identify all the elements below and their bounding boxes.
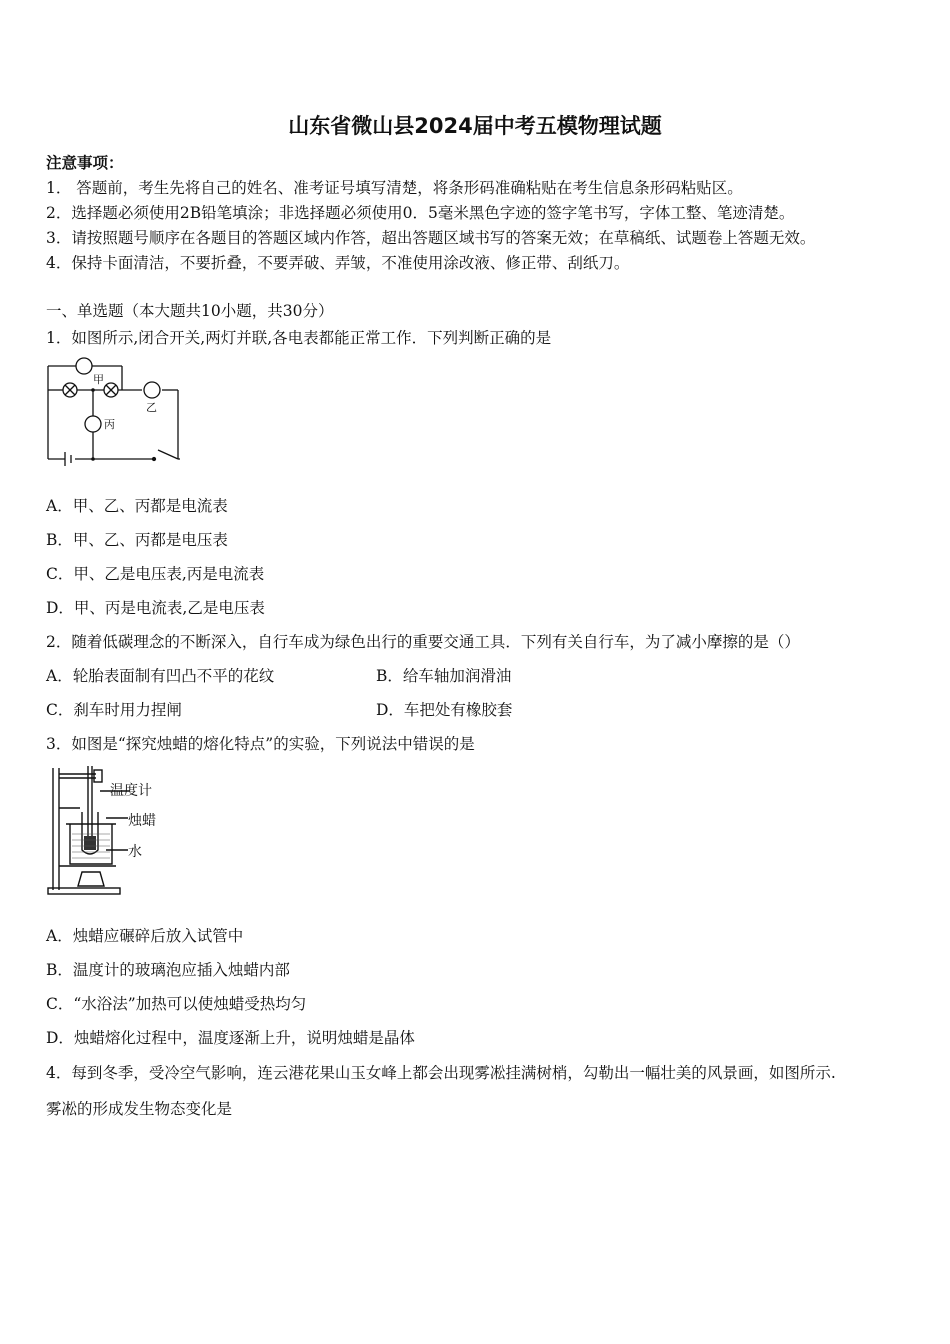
page-title: 山东省微山县2024届中考五模物理试题 — [288, 114, 662, 138]
option-1b[interactable]: B．甲、乙、丙都是电压表 — [46, 531, 228, 549]
option-3c[interactable]: C．“水浴法”加热可以使烛蜡受热均匀 — [46, 995, 307, 1013]
question-4-stem-cont: 雾凇的形成发生物态变化是 — [46, 1100, 233, 1118]
option-2a[interactable]: A．轮胎表面制有凹凸不平的花纹 — [46, 667, 275, 685]
notice-item: 1． 答题前，考生先将自己的姓名、准考证号填写清楚，将条形码准确粘贴在考生信息条形码粘贴区。 — [46, 179, 743, 197]
option-2d[interactable]: D．车把处有橡胶套 — [376, 701, 513, 719]
option-3d[interactable]: D．烛蜡熔化过程中，温度逐渐上升，说明烛蜡是晶体 — [46, 1029, 415, 1047]
notice-item: 2．选择题必须使用2B铅笔填涂；非选择题必须使用0．5毫米黑色字迹的签字笔书写，字体工整、笔迹清楚。 — [46, 204, 795, 222]
option-2b[interactable]: B．给车轴加润滑油 — [376, 667, 512, 685]
question-4-stem: 4．每到冬季，受冷空气影响，连云港花果山玉女峰上都会出现雾凇挂满树梢，勾勒出一幅壮美的风景画，如图所示. — [46, 1064, 836, 1082]
option-1c[interactable]: C．甲、乙是电压表,丙是电流表 — [46, 565, 265, 583]
label-water: 水 — [128, 844, 142, 860]
option-3a[interactable]: A．烛蜡应碾碎后放入试管中 — [46, 927, 244, 945]
meter-label-bing: 丙 — [104, 418, 115, 431]
option-2c[interactable]: C．刹车时用力捏闸 — [46, 701, 182, 719]
notice-item: 4．保持卡面清洁，不要折叠，不要弄破、弄皱，不准使用涂改液、修正带、刮纸刀。 — [46, 254, 630, 272]
option-1d[interactable]: D．甲、丙是电流表,乙是电压表 — [46, 599, 265, 617]
circuit-diagram — [40, 352, 190, 467]
meter-label-yi: 乙 — [146, 401, 157, 414]
notice-item: 3．请按照题号顺序在各题目的答题区域内作答，超出答题区域书写的答案无效；在草稿纸、试题卷上答题无效。 — [46, 229, 816, 247]
option-3b[interactable]: B．温度计的玻璃泡应插入烛蜡内部 — [46, 961, 290, 979]
meter-label-jia: 甲 — [93, 373, 104, 386]
label-wax: 烛蜡 — [128, 813, 156, 829]
question-2-stem: 2．随着低碳理念的不断深入，自行车成为绿色出行的重要交通工具．下列有关自行车，为了减小摩擦的是（） — [46, 633, 800, 651]
question-1-stem: 1．如图所示,闭合开关,两灯并联,各电表都能正常工作．下列判断正确的是 — [46, 329, 552, 347]
question-3-stem: 3．如图是“探究烛蜡的熔化特点”的实验，下列说法中错误的是 — [46, 735, 475, 753]
label-thermometer: 温度计 — [110, 783, 152, 799]
wax-melting-apparatus — [44, 764, 174, 900]
option-1a[interactable]: A．甲、乙、丙都是电流表 — [46, 497, 228, 515]
section-heading: 一、单选题（本大题共10小题，共30分） — [46, 302, 334, 320]
notice-heading: 注意事项： — [46, 153, 124, 172]
